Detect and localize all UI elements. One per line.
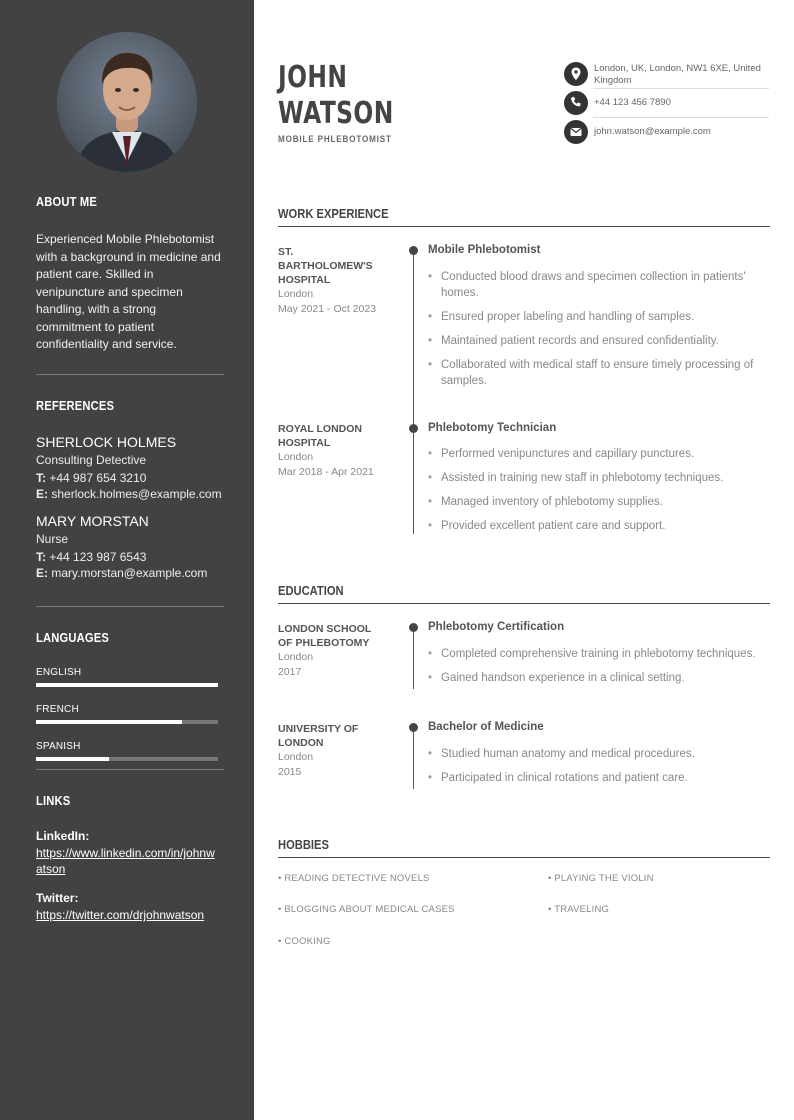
references-heading: REFERENCES	[36, 398, 115, 413]
section-rule	[278, 226, 770, 227]
bullet-item: • Participated in clinical rotations and patient care.	[428, 770, 770, 786]
work-bullets	[428, 446, 770, 542]
timeline-dot	[409, 723, 418, 732]
education-timeline	[413, 628, 414, 689]
school-name: UNIVERSITY OF LONDON	[278, 723, 359, 749]
hobby-item: • TRAVELING	[548, 904, 610, 915]
last-name: WATSON	[278, 96, 394, 131]
bullet-item: • Gained handson experience in a clinical setting.	[428, 670, 770, 686]
address-text: London, UK, London, NW1 6XE, United Kingdom	[594, 63, 761, 86]
graduation-year: 2015	[278, 765, 302, 778]
education-bullets	[428, 646, 770, 694]
education-timeline	[413, 727, 414, 789]
phone-text: +44 123 456 7890	[594, 97, 671, 108]
reference-phone-value: +44 123 987 6543	[49, 550, 147, 564]
candidate-name	[278, 60, 394, 132]
work-heading: WORK EXPERIENCE	[278, 206, 389, 221]
reference-phone	[36, 471, 224, 485]
twitter-link[interactable]: https://twitter.com/drjohnwatson	[36, 908, 205, 922]
bullet-item: • Provided excellent patient care and support.	[428, 518, 770, 534]
reference-email-value: mary.morstan@example.com	[51, 566, 208, 580]
contact-divider	[593, 88, 769, 89]
email-icon	[564, 120, 588, 144]
links-heading: LINKS	[36, 793, 71, 808]
language-item	[36, 704, 224, 724]
bullet-item: • Assisted in training new staff in phlebotomy techniques.	[428, 470, 770, 486]
school-location: London	[278, 751, 314, 763]
reference-phone-value: +44 987 654 3210	[49, 471, 147, 485]
employer-location: London	[278, 451, 314, 463]
reference-name: MARY MORSTAN	[36, 513, 149, 529]
employer-name: ST. BARTHOLOMEW'S HOSPITAL	[278, 246, 373, 286]
bullet-item: • Collaborated with medical staff to ensure timely processing of samples.	[428, 357, 770, 389]
language-level-bar	[36, 683, 218, 687]
timeline-dot	[409, 246, 418, 255]
reference-email	[36, 566, 224, 580]
language-name: FRENCH	[36, 704, 79, 715]
references-section	[36, 398, 224, 580]
employer-name: ROYAL LONDON HOSPITAL	[278, 423, 363, 449]
sidebar-divider	[36, 374, 224, 375]
timeline-dot	[409, 623, 418, 632]
reference-role: Nurse	[36, 532, 69, 546]
languages-section	[36, 630, 224, 761]
reference-email	[36, 487, 224, 501]
reference-item	[36, 434, 224, 501]
sidebar-divider	[36, 606, 224, 607]
language-item	[36, 667, 224, 687]
email-text: john.watson@example.com	[594, 126, 711, 137]
link-label: Twitter:	[36, 891, 79, 905]
link-item	[36, 891, 224, 923]
employment-dates: Mar 2018 - Apr 2021	[278, 465, 374, 478]
profile-photo	[57, 32, 197, 172]
about-text: Experienced Mobile Phlebotomist with a background in medicine and patient care. Skilled in venipuncture and specimen handling, with a strong commitment to patient confidentiality and service.	[36, 232, 221, 351]
language-name: SPANISH	[36, 741, 81, 752]
work-entry-left	[278, 245, 388, 316]
language-level-bar	[36, 757, 218, 761]
language-level-fill	[36, 683, 218, 687]
language-name: ENGLISH	[36, 667, 82, 678]
phone-icon	[564, 91, 588, 115]
reference-name: SHERLOCK HOLMES	[36, 434, 177, 450]
hobby-item: • PLAYING THE VIOLIN	[548, 873, 654, 884]
employment-dates: May 2021 - Oct 2023	[278, 302, 377, 315]
education-entry-left	[278, 722, 388, 779]
bullet-item: • Performed venipunctures and capillary punctures.	[428, 446, 770, 462]
hobby-item: • READING DETECTIVE NOVELS	[278, 873, 430, 884]
job-title: MOBILE PHLEBOTOMIST	[278, 134, 392, 145]
contact-divider	[593, 117, 769, 118]
reference-role: Consulting Detective	[36, 453, 147, 467]
bullet-item: • Managed inventory of phlebotomy supplies.	[428, 494, 770, 510]
education-bullets	[428, 746, 770, 794]
work-bullets	[428, 269, 770, 397]
hobby-item: • COOKING	[278, 936, 331, 947]
hobbies-heading: HOBBIES	[278, 837, 329, 852]
languages-heading: LANGUAGES	[36, 630, 109, 645]
graduation-year: 2017	[278, 665, 302, 678]
language-level-bar	[36, 720, 218, 724]
employer-location: London	[278, 288, 314, 300]
section-rule	[278, 603, 770, 604]
bullet-item: • Studied human anatomy and medical procedures.	[428, 746, 770, 762]
school-name: LONDON SCHOOL OF PHLEBOTOMY	[278, 623, 372, 649]
timeline-dot	[409, 424, 418, 433]
reference-email-value: sherlock.holmes@example.com	[51, 487, 222, 501]
link-label: LinkedIn:	[36, 829, 90, 843]
school-location: London	[278, 651, 314, 663]
reference-item	[36, 513, 224, 580]
bullet-item: • Completed comprehensive training in phlebotomy techniques.	[428, 646, 770, 662]
reference-phone	[36, 550, 224, 564]
work-timeline	[413, 251, 414, 534]
position-title: Phlebotomy Technician	[428, 422, 557, 434]
language-level-fill	[36, 757, 109, 761]
position-title: Mobile Phlebotomist	[428, 244, 541, 256]
about-heading: ABOUT ME	[36, 194, 98, 209]
link-item	[36, 829, 224, 877]
sidebar-divider	[36, 769, 224, 770]
hobby-item: • BLOGGING ABOUT MEDICAL CASES	[278, 904, 455, 915]
bullet-item: • Conducted blood draws and specimen collection in patients' homes.	[428, 269, 770, 301]
phone-label: T:	[36, 550, 46, 564]
degree-title: Bachelor of Medicine	[428, 721, 544, 733]
education-entry-left	[278, 622, 388, 679]
language-level-fill	[36, 720, 182, 724]
email-label: E:	[36, 566, 48, 580]
sidebar	[0, 0, 254, 1120]
degree-title: Phlebotomy Certification	[428, 621, 565, 633]
bullet-item: • Maintained patient records and ensured confidentiality.	[428, 333, 770, 349]
language-item	[36, 741, 224, 761]
education-heading: EDUCATION	[278, 583, 344, 598]
work-entry-left	[278, 422, 388, 479]
bullet-item: • Ensured proper labeling and handling of samples.	[428, 309, 770, 325]
about-section	[36, 194, 224, 354]
location-icon	[564, 62, 588, 86]
first-name: JOHN	[278, 60, 348, 95]
section-rule	[278, 857, 770, 858]
email-label: E:	[36, 487, 48, 501]
links-section	[36, 793, 224, 923]
linkedin-link[interactable]: https://www.linkedin.com/in/johnwatson	[36, 846, 215, 876]
phone-label: T:	[36, 471, 46, 485]
